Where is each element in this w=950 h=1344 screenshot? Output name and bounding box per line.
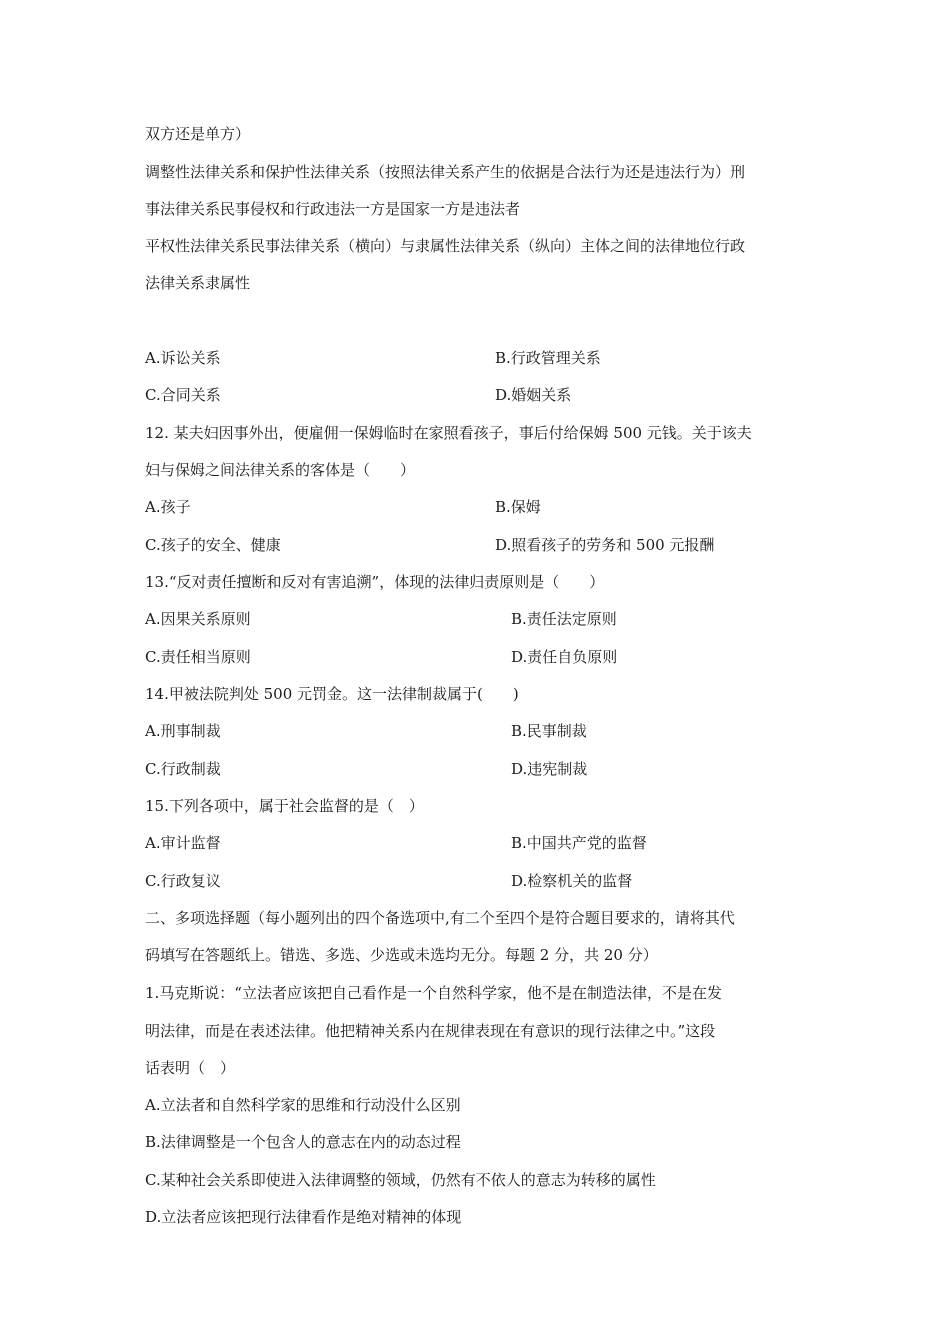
q12-stem-line-1: 12. 某夫妇因事外出，便雇佣一保姆临时在家照看孩子，事后付给保姆 500 元钱。关于该夫 [145, 424, 752, 442]
q14-stem: 14.甲被法院判处 500 元罚金。这一法律制裁属于( ) [145, 685, 519, 703]
mq1-option-a: A.立法者和自然科学家的思维和行动没什么区别 [145, 1096, 461, 1114]
intro-line-1: 双方还是单方） [145, 125, 251, 143]
q11-option-d: D.婚姻关系 [495, 386, 572, 404]
q15-option-a: A.审计监督 [145, 834, 221, 852]
q13-option-a: A.因果关系原则 [145, 610, 251, 628]
mq1-stem-line-2: 明法律，而是在表述法律。他把精神关系内在规律表现在有意识的现行法律之中。”这段 [145, 1022, 716, 1040]
q14-option-c: C.行政制裁 [145, 760, 221, 778]
q12-stem-line-2: 妇与保姆之间法律关系的客体是（ ） [145, 461, 416, 479]
q13-option-b: B.责任法定原则 [511, 610, 617, 628]
mq1-option-d: D.立法者应该把现行法律看作是绝对精神的体现 [145, 1208, 462, 1226]
q14-option-a: A.刑事制裁 [145, 722, 221, 740]
q11-option-c: C.合同关系 [145, 386, 221, 404]
q14-option-d: D.违宪制裁 [511, 760, 588, 778]
mq1-option-c: C.某种社会关系即使进入法律调整的领域，仍然有不依人的意志为转移的属性 [145, 1171, 656, 1189]
section-2-heading-line-2: 码填写在答题纸上。错选、多选、少选或未选均无分。每题 2 分，共 20 分） [145, 946, 658, 964]
q12-option-a: A.孩子 [145, 498, 191, 516]
q12-option-b: B.保姆 [495, 498, 541, 516]
section-2-heading-line-1: 二、多项选择题（每小题列出的四个备选项中,有二个至四个是符合题目要求的，请将其代 [145, 909, 735, 927]
q13-option-c: C.责任相当原则 [145, 648, 251, 666]
q11-option-a: A.诉讼关系 [145, 349, 221, 367]
mq1-stem-line-1: 1.马克斯说：“立法者应该把自己看作是一个自然科学家，他不是在制造法律，不是在发 [145, 984, 722, 1002]
mq1-option-b: B.法律调整是一个包含人的意志在内的动态过程 [145, 1133, 461, 1151]
q11-option-b: B.行政管理关系 [495, 349, 601, 367]
q15-option-b: B.中国共产党的监督 [511, 834, 647, 852]
q15-option-d: D.检察机关的监督 [511, 872, 633, 890]
intro-line-4: 平权性法律关系民事法律关系（横向）与隶属性法律关系（纵向）主体之间的法律地位行政 [145, 237, 746, 255]
mq1-stem-line-3: 话表明（ ） [145, 1059, 236, 1077]
q12-option-d: D.照看孩子的劳务和 500 元报酬 [495, 536, 715, 554]
q13-option-d: D.责任自负原则 [511, 648, 618, 666]
intro-line-3: 事法律关系民事侵权和行政违法一方是国家一方是违法者 [145, 200, 521, 218]
q14-option-b: B.民事制裁 [511, 722, 587, 740]
intro-line-5: 法律关系隶属性 [145, 274, 251, 292]
q12-option-c: C.孩子的安全、健康 [145, 536, 281, 554]
intro-line-2: 调整性法律关系和保护性法律关系（按照法律关系产生的依据是合法行为还是违法行为）刑 [145, 163, 746, 181]
q15-stem: 15.下列各项中，属于社会监督的是（ ） [145, 797, 424, 815]
q15-option-c: C.行政复议 [145, 872, 221, 890]
q13-stem: 13.“反对责任擅断和反对有害追溯”，体现的法律归责原则是（ ） [145, 573, 605, 591]
